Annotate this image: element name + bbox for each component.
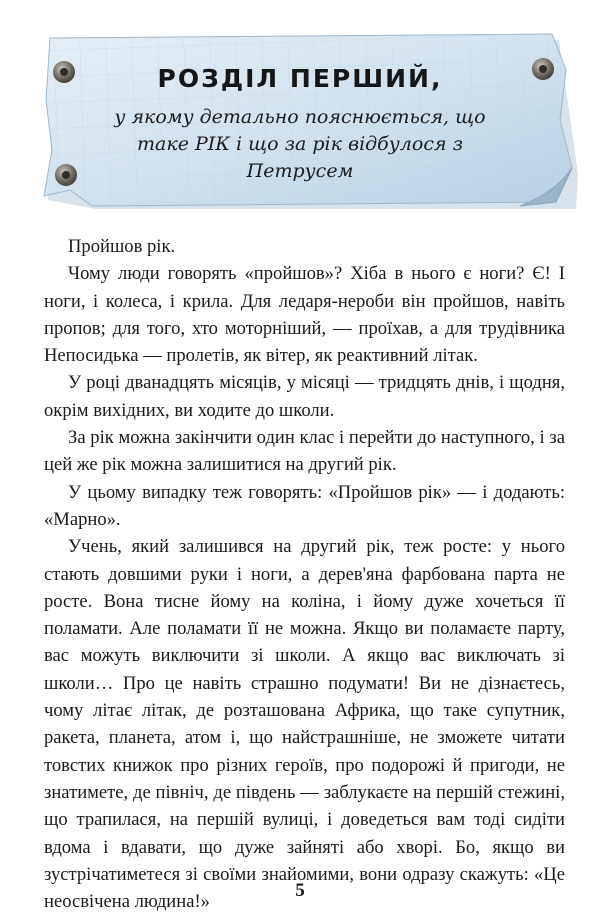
paragraph: Пройшов рік. (68, 236, 176, 257)
paragraph: Учень, який залишився на другий рік, теж росте: у нього стають довшими руки і ноги, а дерев'яна фарбована парта не росте. Вона тисне йому на коліна, і йому дуже хочеться її поламати. Але поламати її не можна. Якщо ви поламаєте парту, вас можуть виключити зі школи. А якщо вас виключать зі школи… Про це навіть страшно подумати! Ви не дізнаєтесь, чому літає літак, де розташована Африка, що таке супутник, ракета, планета, атом і, що найстрашніше, не зможете читати товстих книжок про різних героїв, про подорожі й пригоди, не знатимете, де північ, де південь — заблукаєте на першій стежині, що трапилася, на першій вулиці, і доведеться вам тоді сидіти вдома і вдавати, що дуже зайняті або хворі. Бо, якщо ви зустрічатиметеся зі своїми знайомими, вони одразу скажуть: «Це неосвічена людина!» (44, 536, 565, 913)
chapter-subtitle: у якому детально пояснюється, що таке РІК і що за рік відбулося з Петрусем (114, 106, 486, 182)
chapter-title: РОЗДІЛ ПЕРШИЙ, (157, 64, 443, 93)
paragraph: Чому люди говорять «пройшов»? Хіба в нього є ноги? Є! І ноги, і колеса, і крила. Для ледаря-нероби він пройшов, навіть пропов; для того, хто моторніший, — проїхав, а для трудівника Непосидька — пролетів, як вітер, як реактивний літак. (44, 263, 565, 367)
body-text (44, 233, 565, 915)
pin-icon (55, 164, 77, 186)
page-number: 5 (295, 880, 305, 901)
chapter-banner (0, 0, 600, 215)
paragraph: За рік можна закінчити один клас і перейти до наступного, і за цей же рік можна залишитися на другий рік. (44, 427, 565, 476)
paragraph: У році дванадцять місяців, у місяці — тридцять днів, і щодня, окрім вихідних, ви ходите до школи. (44, 372, 565, 421)
paragraph: У цьому випадку теж говорять: «Пройшов рік» — і додають: «Марно». (44, 481, 565, 530)
